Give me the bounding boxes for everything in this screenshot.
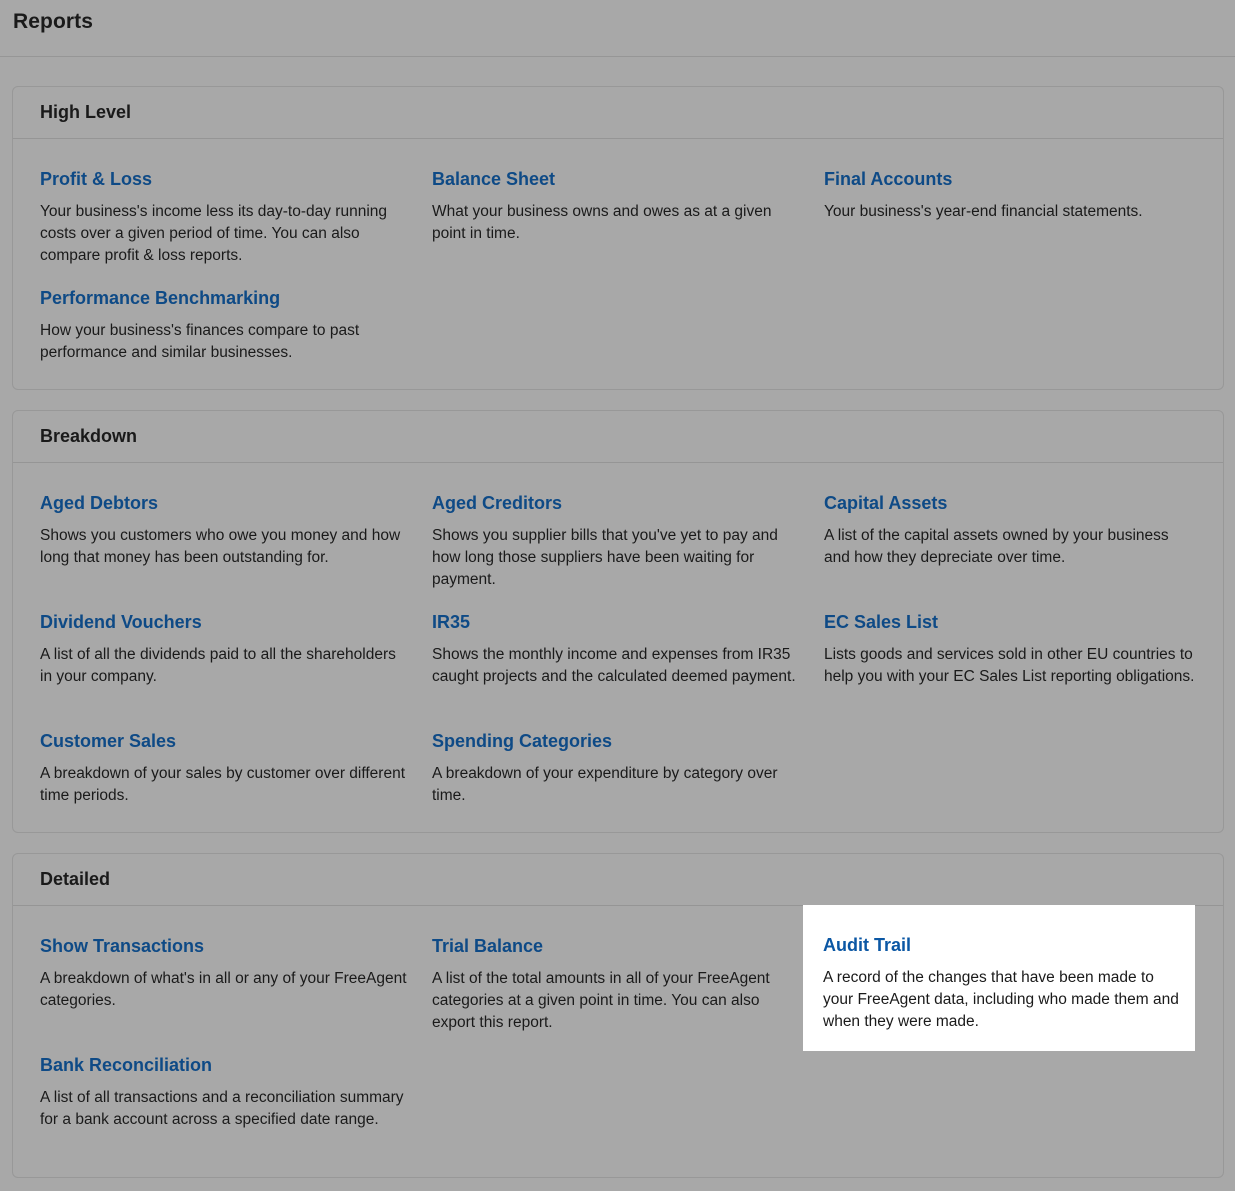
report-link-audit-trail[interactable]: Audit Trail [823,935,912,955]
report-description: Your business's year-end financial statements. [824,203,1143,220]
report-link-ir35[interactable]: IR35 [432,612,471,632]
report-link-bank-reconciliation[interactable]: Bank Reconciliation [40,1055,213,1075]
report-trial-balance [432,935,804,1034]
panel-header [13,411,1223,463]
report-link-trial-balance[interactable]: Trial Balance [432,936,544,956]
report-description: How your business's finances compare to past performance and similar businesses. [40,322,360,361]
report-description: Lists goods and services sold in other EU countries to help you with your EC Sales List reporting obligations. [824,646,1195,685]
page-header [0,0,1235,57]
report-capital-assets [824,492,1196,569]
report-description: A breakdown of your sales by customer over different time periods. [40,765,406,804]
report-bank-reconciliation [40,1054,412,1131]
report-description: A list of the capital assets owned by your business and how they depreciate over time. [824,527,1169,566]
report-ec-sales-list [824,611,1196,688]
report-link-show-transactions[interactable]: Show Transactions [40,936,205,956]
report-dividend-vouchers [40,611,412,688]
report-final-accounts [824,168,1196,223]
report-balance-sheet [432,168,804,245]
report-description: Shows the monthly income and expenses from IR35 caught projects and the calculated deemed payment. [432,646,796,685]
report-link-performance-benchmarking[interactable]: Performance Benchmarking [40,288,281,308]
report-link-profit-and-loss[interactable]: Profit & Loss [40,169,153,189]
report-description: A list of all the dividends paid to all the shareholders in your company. [40,646,396,685]
report-link-spending-categories[interactable]: Spending Categories [432,731,613,751]
report-spending-categories [432,730,804,807]
panel-breakdown [12,410,1224,833]
report-description: What your business owns and owes as at a given point in time. [432,203,772,242]
section-title-breakdown: Breakdown [40,426,138,446]
report-audit-trail [823,934,1183,1033]
report-link-aged-creditors[interactable]: Aged Creditors [432,493,563,513]
panel-header [13,854,1223,906]
report-link-final-accounts[interactable]: Final Accounts [824,169,953,189]
section-title-detailed: Detailed [40,869,111,889]
report-link-ec-sales-list[interactable]: EC Sales List [824,612,939,632]
page-title: Reports [13,10,94,33]
report-customer-sales [40,730,412,807]
report-aged-debtors [40,492,412,569]
report-description: A list of the total amounts in all of your FreeAgent categories at a given point in time. You can also export this report. [432,970,770,1031]
report-description: A breakdown of what's in all or any of your FreeAgent categories. [40,970,407,1009]
report-show-transactions [40,935,412,1012]
report-link-capital-assets[interactable]: Capital Assets [824,493,948,513]
report-description: Shows you customers who owe you money and how long that money has been outstanding for. [40,527,401,566]
report-link-dividend-vouchers[interactable]: Dividend Vouchers [40,612,202,632]
report-description: A record of the changes that have been made to your FreeAgent data, including who made them and when they were made. [823,969,1179,1030]
report-link-aged-debtors[interactable]: Aged Debtors [40,493,159,513]
panel-high-level [12,86,1224,390]
report-link-customer-sales[interactable]: Customer Sales [40,731,177,751]
report-link-balance-sheet[interactable]: Balance Sheet [432,169,556,189]
report-aged-creditors [432,492,804,591]
report-ir35 [432,611,804,688]
panel-header [13,87,1223,139]
report-description: Shows you supplier bills that you've yet to pay and how long those suppliers have been waiting for payment. [432,527,778,588]
report-profit-and-loss [40,168,412,267]
report-description: Your business's income less its day-to-day running costs over a given period of time. You can also compare profit & loss reports. [40,203,388,264]
report-description: A breakdown of your expenditure by category over time. [432,765,778,804]
section-title-high-level: High Level [40,102,132,122]
report-performance-benchmarking [40,287,412,364]
report-description: A list of all transactions and a reconciliation summary for a bank account across a specified date range. [40,1089,404,1128]
